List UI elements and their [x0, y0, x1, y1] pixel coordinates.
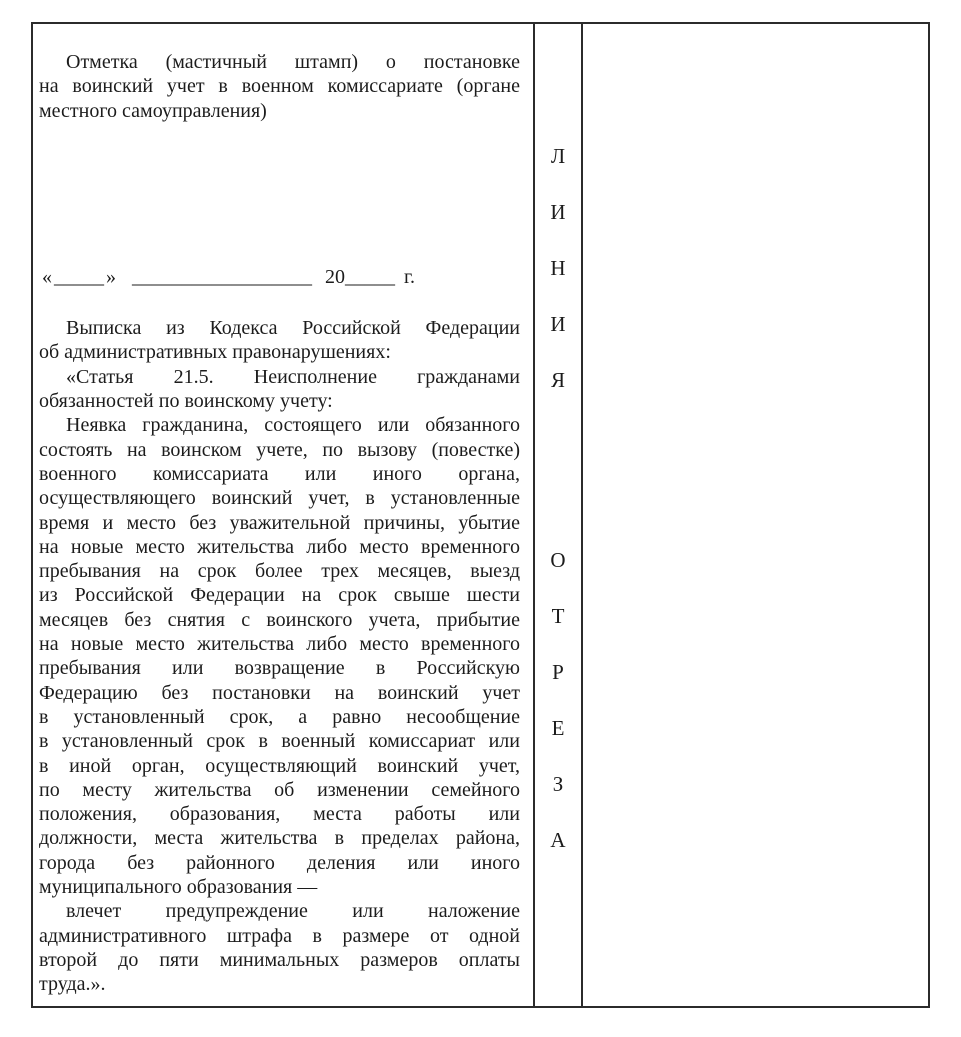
text-line: из Российской Федерации на срок свыше шести	[39, 584, 520, 607]
year-century-prefix: 20	[325, 265, 345, 288]
cut-line-letter: Т	[551, 604, 565, 628]
stamp-area-empty-cell	[583, 24, 928, 1006]
text-line: города без районного деления или иного	[39, 851, 520, 874]
gap-after-date	[39, 289, 520, 316]
stamp-blank-space	[39, 123, 520, 265]
text-line: труда.».	[39, 973, 106, 996]
article-heading-paragraph	[39, 365, 520, 414]
close-quote: »	[106, 265, 116, 288]
cut-line-letter: Е	[551, 716, 565, 740]
text-line: месяцев без снятия с воинского учета, прибытие	[39, 608, 520, 631]
text-line: Выписка из Кодекса Российской Федерации	[66, 317, 520, 340]
text-line: второй до пяти минимальных размеров оплаты	[39, 948, 520, 971]
cut-line-letter: И	[550, 200, 566, 224]
date-line	[42, 265, 520, 289]
text-line: Неявка гражданина, состоящего или обязанного	[66, 414, 520, 437]
text-line: Отметка (мастичный штамп) о постановке	[66, 51, 520, 73]
month-blank-line: __________________	[132, 265, 312, 288]
stamp-note-paragraph	[39, 50, 520, 123]
text-line: осуществляющего воинский учет, в установленные	[39, 487, 520, 510]
text-line: время и место без уважительной причины, убытие	[39, 511, 520, 534]
text-line: должности, места жительства в пределах района,	[39, 827, 520, 850]
cut-line-letter: О	[550, 548, 566, 572]
cut-line-word-otreza	[550, 532, 565, 868]
text-line: в иной орган, осуществляющий воинский учет,	[39, 754, 520, 777]
year-suffix: г.	[404, 265, 415, 288]
cut-line-letter: И	[550, 312, 566, 336]
text-line: местного самоуправления)	[39, 99, 267, 122]
text-line: на воинский учет в военном комиссариате (органе	[39, 75, 520, 98]
text-line: Федерацию без постановки на воинский учет	[39, 681, 520, 704]
article-body-paragraph	[39, 413, 520, 899]
text-line: по месту жительства об изменении семейного	[39, 778, 520, 801]
text-line: пребывания на срок более трех месяцев, выезд	[39, 560, 520, 583]
text-line: в установленный срок, а равно несообщение	[39, 705, 520, 728]
text-line: об административных правонарушениях:	[39, 341, 391, 364]
cut-line-letter: А	[550, 828, 566, 852]
text-line: административного штрафа в размере от одной	[39, 924, 520, 947]
text-line: военного комиссариата или иного органа,	[39, 462, 520, 485]
text-line: обязанностей по воинскому учету:	[39, 390, 333, 413]
text-line: на новые место жительства либо место временного	[39, 633, 520, 656]
year-blank-line: _____	[345, 265, 395, 288]
cut-line-letter: Р	[552, 660, 564, 684]
text-line: на новые место жительства либо место временного	[39, 535, 520, 558]
cut-line-letter: Л	[550, 144, 566, 168]
open-quote: «	[42, 265, 52, 288]
day-blank-line: _____	[54, 265, 104, 288]
text-line: пребывания или возвращение в Российскую	[39, 657, 520, 680]
text-line: состоять на воинском учете, по вызову (повестке)	[39, 438, 520, 461]
document-sheet	[31, 22, 930, 1008]
cut-line-letter: Я	[550, 368, 565, 392]
text-line: «Статья 21.5. Неисполнение гражданами	[66, 365, 520, 388]
cut-line-letter: З	[552, 772, 564, 796]
text-line: положения, образования, места работы или	[39, 803, 520, 826]
text-line: муниципального образования —	[39, 876, 318, 899]
text-line: влечет предупреждение или наложение	[66, 900, 520, 923]
main-text-cell	[33, 24, 533, 1006]
cut-line-letter: Н	[550, 256, 566, 280]
cut-line-word-liniya	[550, 128, 565, 408]
sanction-paragraph	[39, 899, 520, 996]
text-line: в установленный срок в военный комиссариат или	[39, 730, 520, 753]
excerpt-intro-paragraph	[39, 316, 520, 365]
cut-line-column	[533, 24, 583, 1006]
